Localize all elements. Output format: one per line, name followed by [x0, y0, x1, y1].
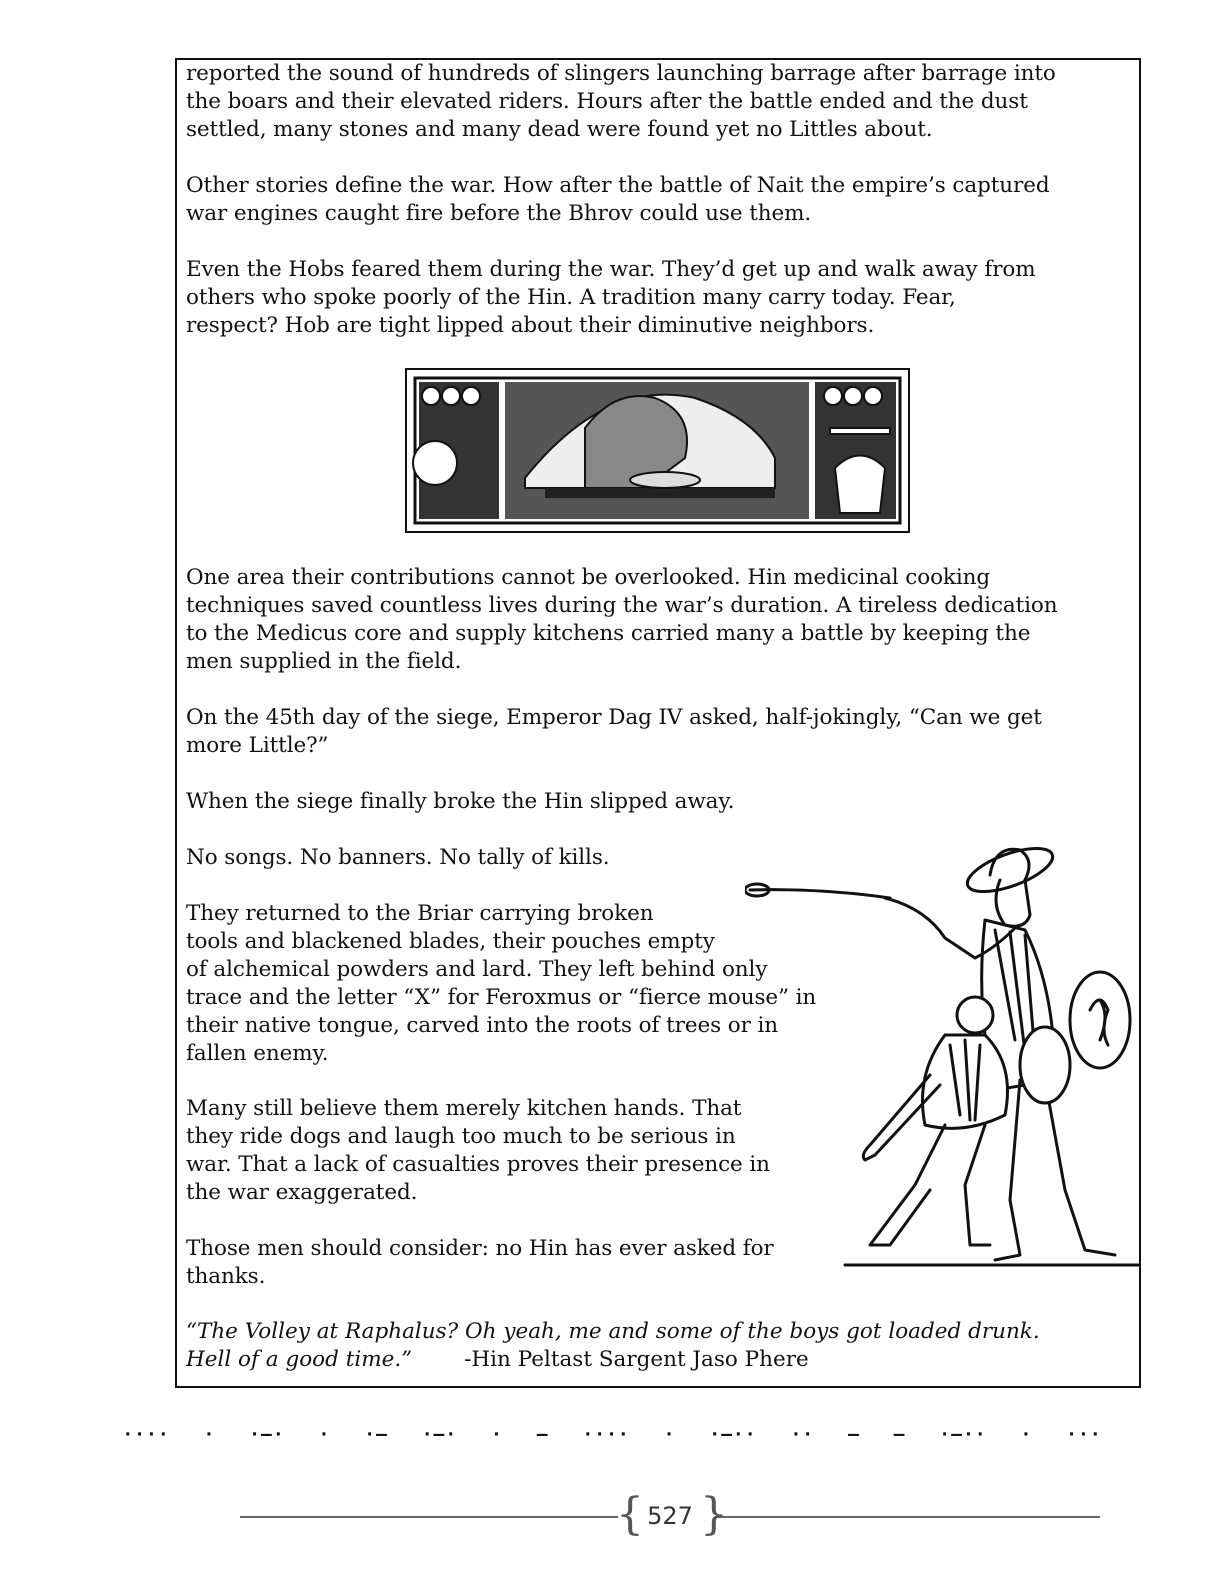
paragraph-those-men: Those men should consider: no Hin has ever asked for thanks.	[186, 1236, 774, 1289]
quote-block	[186, 1318, 1040, 1374]
paragraph-emperor: On the 45th day of the siege, Emperor Dag IV asked, half-jokingly, “Can we get more Little?”	[186, 705, 1042, 758]
paragraph-returned-briar: They returned to the Briar carrying broken tools and blackened blades, their pouches empty of alchemical powders and lard. They left behind only trace and the letter “X” for Feroxmus or “fierce mouse” in their native tongue, carved into the roots of trees or in fallen enemy.	[186, 901, 817, 1066]
quote-attribution: -Hin Peltast Sargent Jaso Phere	[464, 1347, 809, 1372]
quote-line-1: “The Volley at Raphalus? Oh yeah, me and some of the boys got loaded drunk.	[186, 1319, 1040, 1344]
kitchen-illustration	[405, 368, 910, 533]
paragraph-kitchen-hands: Many still believe them merely kitchen hands. That they ride dogs and laugh too much to be serious in war. That a lack of casualties proves their presence in the war exaggerated.	[186, 1096, 770, 1205]
paragraph-slingers: reported the sound of hundreds of slingers launching barrage after barrage into the boars and their elevated riders. Hours after the battle ended and the dust settled, many stones and many dead were found yet no Littles about.	[186, 61, 1056, 142]
paragraph-siege-broke: When the siege finally broke the Hin slipped away.	[186, 789, 735, 814]
page-number: 527	[647, 1502, 693, 1530]
footer-rule-right	[715, 1516, 1100, 1518]
paragraph-medicinal-cooking: One area their contributions cannot be overlooked. Hin medicinal cooking techniques saved countless lives during the war’s duration. A tireless dedication to the Medicus core and supply kitchens carried many a battle by keeping the men supplied in the field.	[186, 565, 1058, 674]
paragraph-hobs: Even the Hobs feared them during the war. They’d get up and walk away from others who spoke poorly of the Hin. A tradition many carry today. Fear, respect? Hob are tight lipped about their diminutive neighbors.	[186, 257, 1036, 338]
paragraph-no-songs: No songs. No banners. No tally of kills.	[186, 845, 610, 870]
footer-rule-left	[240, 1516, 618, 1518]
right-brace-icon: }	[700, 1489, 728, 1540]
morse-cipher: ···· · ·–· · ·– ·–· · – ···· · ·–·· ·· – – ·–·· · ···	[122, 1424, 1102, 1445]
warrior-illustration	[745, 840, 1140, 1270]
quote-line-2: Hell of a good time.”	[186, 1347, 413, 1372]
left-brace-icon: {	[616, 1489, 644, 1540]
paragraph-war-engines: Other stories define the war. How after the battle of Nait the empire’s captured war engines caught fire before the Bhrov could use them.	[186, 173, 1050, 226]
